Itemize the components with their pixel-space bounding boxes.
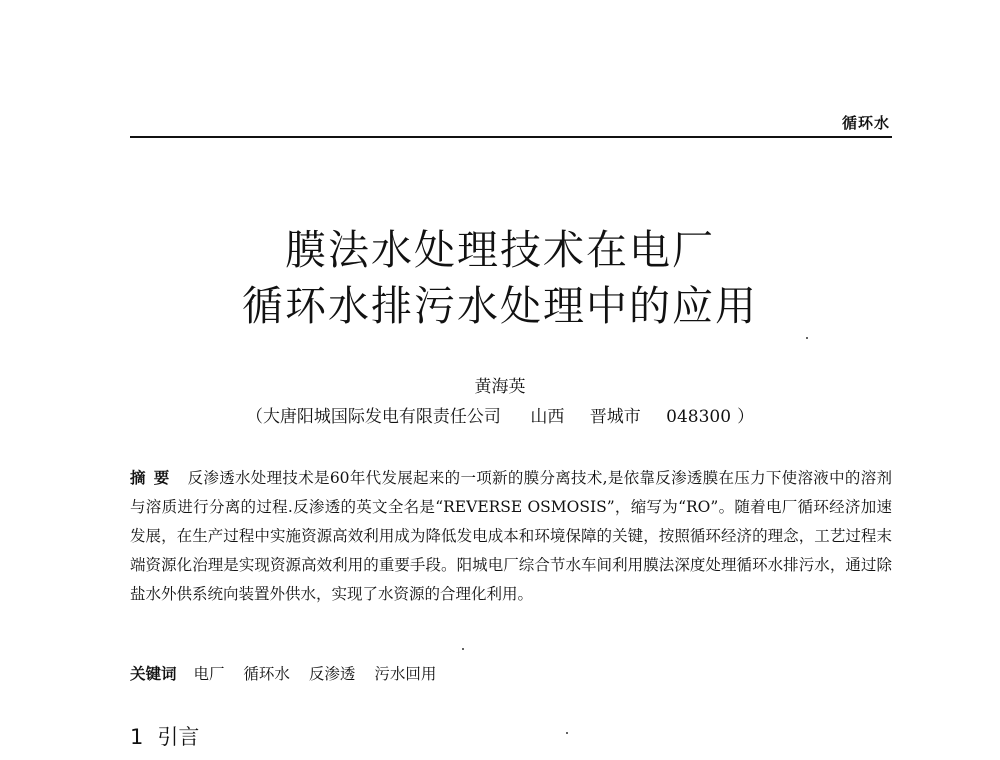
title-line-1: 膜法水处理技术在电厂 [285,226,715,274]
running-header: 循环水 [841,114,890,132]
affiliation-close-paren: ） [737,407,755,427]
section-title: 引言 [157,725,200,749]
affiliation-open-paren: （ [245,407,263,427]
keywords [130,662,892,684]
affiliation-province: 山西 [530,407,565,427]
keyword-item: 电厂 [193,665,225,683]
affiliation-city: 晋城市 [589,407,641,427]
author-affiliation [0,402,1000,427]
abstract-label: 摘要 [130,468,178,487]
keywords-label: 关键词 [130,665,177,683]
title-line-2: 循环水排污水处理中的应用 [242,282,758,330]
author-name: 黄海英 [474,377,526,397]
scan-speck [462,648,464,650]
affiliation-org: 大唐阳城国际发电有限责任公司 [262,407,501,427]
section-heading [130,721,199,751]
keyword-item: 循环水 [243,665,290,683]
article-title [0,222,1000,334]
header-rule [130,136,892,138]
affiliation-postcode: 048300 [666,407,732,427]
scan-speck [566,732,568,734]
abstract-text: 反渗透水处理技术是60年代发展起来的一项新的膜分离技术,是依靠反渗透膜在压力下使溶液中的溶剂与溶质进行分离的过程.反渗透的英文全名是“REVERSE OSMOSIS”，缩写为“RO”。随着电厂循环经济加速发展，在生产过程中实施资源高效利用成为降低发电成本和环境保障的关键，按照循环经济的理念，工艺过程末端资源化治理是实现资源高效利用的重要手段。阳城电厂综合节水车间利用膜法深度处理循环水排污水，通过除盐水外供系统向装置外供水，实现了水资源的合理化利用。 [130,469,892,603]
keyword-item: 污水回用 [374,665,437,683]
section-number: 1 [130,725,144,749]
scan-speck [806,337,808,339]
keyword-item: 反渗透 [308,665,356,683]
abstract [130,463,892,609]
